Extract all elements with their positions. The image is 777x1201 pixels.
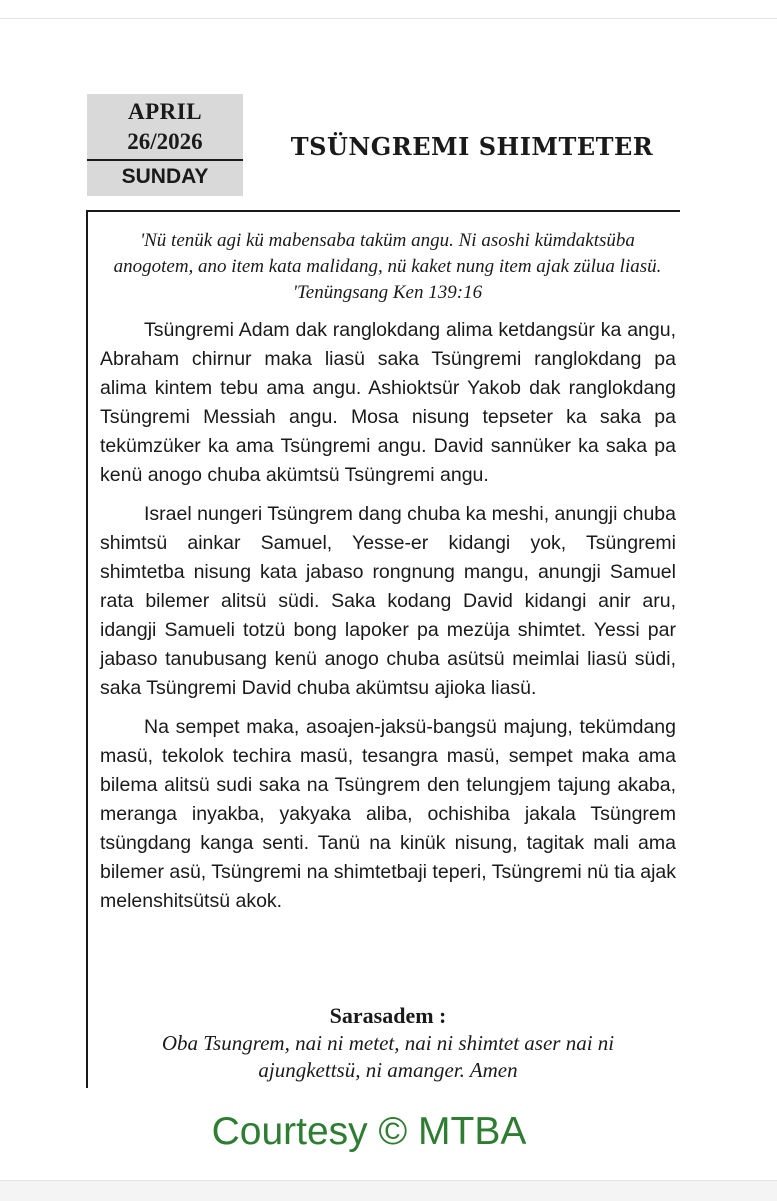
bottom-rule: [0, 1180, 777, 1201]
paragraph-2: Israel nungeri Tsüngrem dang chuba ka meshi, anungji chuba shimtsü ainkar Samuel, Yesse-er kidangi yok, Tsüngremi shimtetba nisung kata jabaso rongnung mangu, anungji Samuel rata bilemer alitsü südi. Saka kodang David kidangi anir aru, idangji Samueli totzü bong lapoker pa mezüja shimtet. Yessi par jabaso tanubusang kenü anogo chuba asütsü meimlai liasü südi, saka Tsüngremi David chuba akümtsu ajioka liasü.: [100, 503, 676, 699]
paragraph-1: Tsüngremi Adam dak ranglokdang alima ketdangsür ka angu, Abraham chirnur maka liasü saka Tsüngremi ranglokdang pa alima kintem tebu ama angu. Ashioktsür Yakob dak ranglokdang Tsüngremi Messiah angu. Mosa nisung tepseter ka saka pa tekümzüker ka ama Tsüngremi angu. David sannüker ka saka pa kenü anogo chuba akümtsü Tsüngremi angu.: [100, 319, 676, 486]
date-month: APRIL: [127, 99, 203, 124]
devotional-body: [100, 316, 676, 926]
date-divider: [87, 159, 243, 161]
page-title: TSÜNGREMI SHIMTETER: [290, 132, 654, 161]
prayer-heading: Sarasadem :: [329, 1003, 447, 1028]
date-box: [87, 94, 243, 196]
scripture-verse: 'Nü tenük agi kü mabensaba taküm angu. Ni asoshi kümdaktsüba anogotem, ano item kata malidang, nü kaket nung item ajak zülua liasü. 'Tenüngsang Ken 139:16: [113, 230, 662, 303]
paragraph-3: Na sempet maka, asoajen-jaksü-bangsü majung, tekümdang masü, tekolok techira masü, tesangra masü, sempet maka ama bilema alitsü sudi saka na Tsüngrem den telungjem tajung akaba, meranga inyakba, yakyaka aliba, ochishiba jakala Tsüngrem tsüngdang kanga senti. Tanü na kinük nisung, tagitak mali ama bilemer asü, Tsüngremi na shimtetbaji teperi, Tsüngremi nü tia ajak melenshitsütsü akok.: [100, 716, 676, 912]
top-rule: [0, 0, 777, 19]
prayer-text: Oba Tsungrem, nai ni metet, nai ni shimtet aser nai ni ajungkettsü, ni amanger. Amen: [161, 1031, 615, 1082]
date-value: 26/2026: [127, 129, 203, 154]
courtesy-credit: Courtesy © MTBA: [211, 1110, 527, 1153]
date-day: SUNDAY: [121, 165, 209, 188]
